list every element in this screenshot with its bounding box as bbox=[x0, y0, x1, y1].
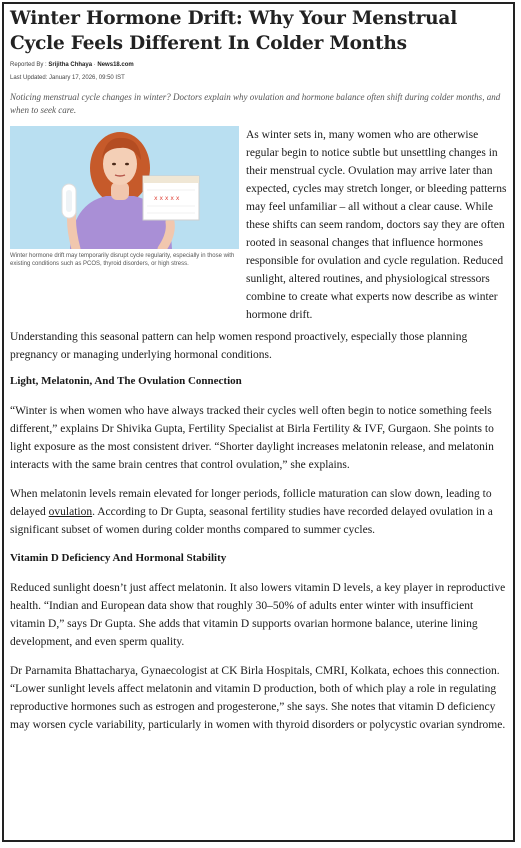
paragraph-dr-bhattacharya: Dr Parnamita Bhattacharya, Gynaecologist at CK Birla Hospitals, CMRI, Kolkata, echoes this connection. “Lower sunlight levels affect melatonin and vitamin D production, both of which play a role in regulating reproductive hormones such as estrogen and progesterone,” she says. She notes that vitamin D deficiency may worsen cycle variability, particularly in women with thyroid disorders or polycystic ovarian syndrome. bbox=[10, 665, 506, 731]
article-title: Winter Hormone Drift: Why Your Menstrual Cycle Feels Different In Colder Months bbox=[10, 8, 458, 54]
section-heading-vitamin-d: Vitamin D Deficiency And Hormonal Stability bbox=[10, 552, 227, 564]
paragraph-melatonin-text-a: When melatonin levels remain elevated for longer periods, follicle maturation can slow down, leading to delayed bbox=[10, 488, 492, 518]
section-heading-light-melatonin: Light, Melatonin, And The Ovulation Connection bbox=[10, 375, 242, 387]
paragraph-seasonal-pattern: Understanding this seasonal pattern can help women respond proactively, especially those planning pregnancy or managing underlying hormonal conditions. bbox=[10, 331, 468, 361]
byline-separator: · bbox=[93, 62, 96, 68]
source-link[interactable]: News18.com bbox=[97, 62, 134, 68]
paragraph-dr-gupta-quote: “Winter is when women who have always tracked their cycles well often begin to notice something feels different,” explains Dr Shivika Gupta, Fertility Specialist at Birla Fertility & IVF, Gurgaon. She points to light exposure as the most consistent driver. “Shorter daylight increases melatonin release, and melatonin interacts with the same brain centres that control ovulation,” she explains. bbox=[10, 405, 494, 471]
lead-image bbox=[10, 126, 239, 249]
author-link[interactable]: Srijitha Chhaya bbox=[48, 62, 93, 68]
lead-figure bbox=[10, 126, 239, 268]
article-frame bbox=[2, 2, 515, 842]
paragraph-melatonin-text-b: . According to Dr Gupta, seasonal fertility studies have recorded delayed ovulation in a significant subset of women during colder months compared to summer cycles. bbox=[10, 506, 493, 536]
lead-section bbox=[10, 126, 509, 324]
paragraph-vitamin-d: Reduced sunlight doesn’t just affect melatonin. It also lowers vitamin D levels, a key player in reproductive health. “Indian and European data show that roughly 30–50% of adults enter winter with insufficient vitamin D,” says Dr Gupta. She adds that vitamin D supports ovarian hormone balance, uterine lining development, and even sperm quality. bbox=[10, 582, 506, 648]
paragraph-melatonin-ovulation bbox=[10, 485, 509, 539]
article-body bbox=[10, 6, 509, 734]
image-caption: Winter hormone drift may temporarily disrupt cycle regularity, especially in those with existing conditions such as PCOS, thyroid disorders, or high stress. bbox=[10, 253, 235, 267]
paragraph-intro-text: As winter sets in, many women who are otherwise regular begin to notice subtle but unsettling changes in their menstrual cycle. Ovulation may arrive later than expected, cycles may stretch longer, or bleeding patterns may feel unfamiliar – all without a clear cause. While these shifts can seem random, doctors say they are often rooted in seasonal changes that influence hormones responsible for ovulation and cycle regulation. Reduced sunlight, altered routines, and physiological stressors combine to create what experts now describe as winter hormone drift. bbox=[246, 129, 507, 321]
byline bbox=[10, 61, 509, 70]
updated-timestamp: Last Updated: January 17, 2026, 09:50 IST bbox=[10, 75, 125, 81]
byline-prefix: Reported By : bbox=[10, 62, 47, 68]
ovulation-link[interactable]: ovulation bbox=[48, 506, 93, 518]
article-lede: Noticing menstrual cycle changes in winter? Doctors explain why ovulation and hormone balance often shift during colder months, and when to seek care. bbox=[10, 92, 501, 115]
woman-with-pad-and-calendar-illustration bbox=[10, 126, 239, 249]
svg-text:x x x x x: x x x x x bbox=[154, 195, 180, 202]
